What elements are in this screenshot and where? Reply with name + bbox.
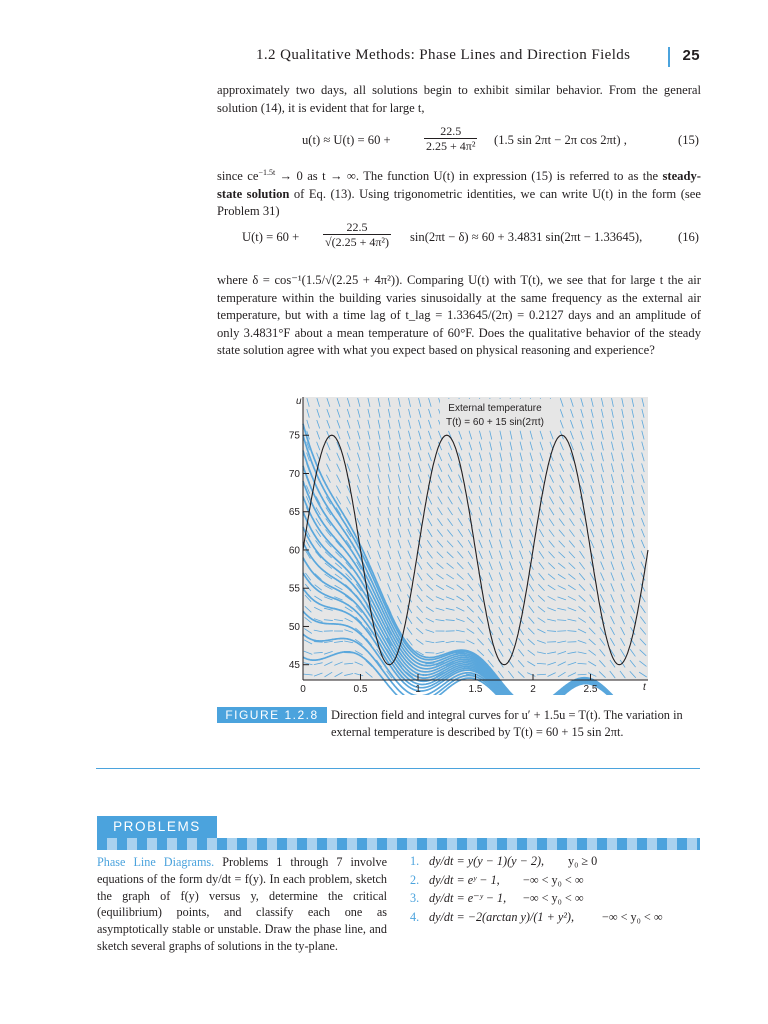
- problem-list: [410, 854, 710, 928]
- figure-caption: Direction field and integral curves for u′ + 1.5u = T(t). The variation in external temperature is described by T(t) = 60 + 15 sin 2πt.: [331, 708, 683, 739]
- eq15-rhs: (1.5 sin 2πt − 2π cos 2πt) ,: [494, 133, 627, 147]
- problem-number: 1.: [410, 854, 420, 868]
- eq16-number: (16): [678, 230, 699, 244]
- problems-heading: PROBLEMS: [97, 816, 217, 838]
- eq16-rhs: sin(2πt − δ) ≈ 60 + 3.4831 sin(2πt − 1.33645),: [410, 230, 643, 244]
- problems-stripe: [97, 838, 700, 850]
- header-divider: [668, 47, 670, 67]
- paragraph-1: approximately two days, all solutions begin to exhibit similar behavior. From the general solution (14), it is evident that for large t,: [217, 83, 701, 115]
- eq16-lhs: U(t) = 60 +: [242, 230, 300, 244]
- direction-field-chart: [270, 390, 670, 695]
- eq15-denominator: 2.25 + 4π²: [426, 139, 476, 153]
- eq15-fraction: [424, 124, 477, 153]
- problem-item: [410, 873, 710, 892]
- section-title: 1.2 Qualitative Methods: Phase Lines and Direction Fields: [256, 47, 631, 63]
- y-axis-label: u: [296, 396, 302, 407]
- paragraph-2: [217, 164, 701, 221]
- eq16-numerator: 22.5: [323, 220, 391, 235]
- equation-16: [217, 220, 701, 260]
- y-tick-label: 70: [288, 468, 300, 480]
- field-segment: [456, 642, 465, 643]
- problem-equation: dy/dt = y(y − 1)(y − 2),: [429, 854, 545, 868]
- section-rule: [96, 768, 700, 769]
- y-tick-label: 45: [288, 660, 300, 672]
- problem-item: [410, 854, 710, 873]
- para2-c: of Eq. (13). Using trigonometric identities, we can write U(t) in the form (see Problem 31): [217, 186, 701, 219]
- problems-intro-text: Problems 1 through 7 involve equations of the form dy/dt = f(y). In each problem, sketch the graph of f(y) versus y, determine the critical (equilibrium) points, and classify each one as asymptotically stable or unstable. Draw the phase line, and sketch several graphs of solutions in the ty-plane.: [97, 855, 388, 953]
- problem-condition: −∞ < y₀ < ∞: [523, 891, 584, 905]
- x-axis-label: t: [643, 682, 646, 693]
- problem-number: 4.: [410, 909, 420, 924]
- x-tick-label: 0: [300, 684, 306, 695]
- eq15-lhs: u(t) ≈ U(t) = 60 +: [302, 133, 391, 147]
- problem-condition: −∞ < y₀ < ∞: [523, 872, 584, 887]
- para2-sup: −1.5t: [258, 168, 276, 177]
- x-tick-label: 2.5: [583, 684, 598, 695]
- annotation-line-2: T(t) = 60 + 15 sin(2πt): [445, 417, 545, 428]
- problem-number: 2.: [410, 872, 420, 887]
- problem-number: 3.: [410, 891, 420, 905]
- eq15-numerator: 22.5: [424, 124, 477, 139]
- eq16-fraction: [323, 220, 391, 249]
- paragraph-3: where δ = cos⁻¹(1.5/√(2.25 + 4π²)). Comparing U(t) with T(t), we see that for large t the air temperature within the building varies sinusoidally at the same frequency as the external air temperature, but with a time lag of t_lag = 1.33645/(2π) = 0.2127 days and an amplitude of only 3.4831°F about a mean temperature of 60°F. Does the qualitative behavior of the steady state solution agree with what you expect based on physical reasoning and experience?: [217, 273, 701, 358]
- problem-item: [410, 891, 710, 910]
- problem-condition: −∞ < y₀ < ∞: [602, 909, 663, 924]
- steady-state-term: steady-state solution: [217, 169, 701, 201]
- x-tick-label: 1.5: [468, 684, 483, 695]
- equation-15: [217, 124, 701, 160]
- y-tick-label: 55: [288, 583, 300, 595]
- running-header: [256, 47, 700, 69]
- problem-equation: dy/dt = eʸ − 1,: [429, 872, 500, 887]
- y-tick-label: 60: [288, 545, 300, 557]
- y-tick-label: 65: [288, 507, 300, 519]
- y-tick-label: 75: [288, 430, 300, 442]
- para2-a: since ce: [217, 169, 259, 184]
- problems-intro-lead: Phase Line Diagrams.: [97, 855, 215, 869]
- figure-label: FIGURE 1.2.8: [217, 707, 327, 723]
- x-tick-label: 1: [415, 684, 421, 695]
- x-tick-label: 2: [530, 684, 536, 695]
- field-segment: [557, 631, 566, 632]
- x-tick-label: 0.5: [353, 684, 368, 695]
- annotation-line-1: External temperature: [448, 403, 542, 414]
- eq15-number: (15): [678, 133, 699, 147]
- problem-condition: y₀ ≥ 0: [568, 854, 598, 868]
- para2-b: → 0 as t → ∞. The function U(t) in expression (15) is referred to as the: [275, 169, 663, 184]
- y-tick-label: 50: [288, 621, 300, 633]
- eq16-denominator: √(2.25 + 4π²): [325, 235, 390, 249]
- problems-intro: [97, 854, 387, 955]
- problem-equation: dy/dt = e⁻ʸ − 1,: [429, 891, 507, 905]
- problem-item: [410, 910, 710, 929]
- problem-equation: dy/dt = −2(arctan y)/(1 + y²),: [429, 909, 575, 924]
- page-number: 25: [682, 47, 700, 64]
